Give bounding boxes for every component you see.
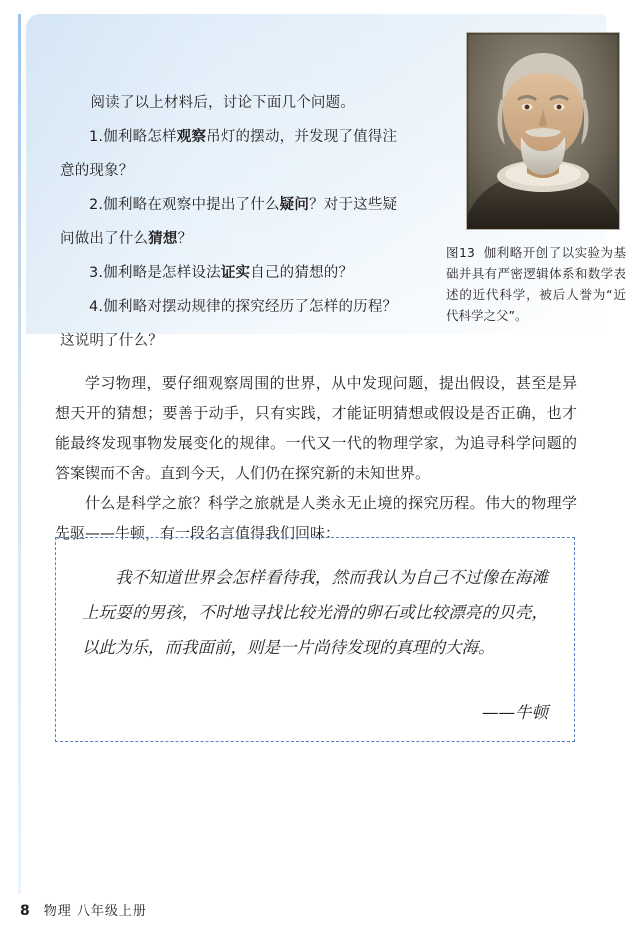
discussion-questions [60,86,410,358]
question-1-seg2: 吊灯的摆动，并发现了值得注 [206,129,398,145]
figure-label: 图13 [446,245,475,260]
question-4-number: 4. [89,299,104,315]
newton-quote-box [55,537,575,742]
question-3-number: 3. [89,265,104,281]
body-paragraph-2: 什么是科学之旅？科学之旅就是人类永无止境的探究历程。伟大的物理学先驱——牛顿，有一段名言值得我们回味： [55,494,577,542]
question-2-seg4: ？ [177,231,193,247]
question-1-number: 1. [89,129,104,145]
question-4-seg1: 伽利略对摆动规律的探究经历了怎样的历程？ [103,299,398,315]
newton-quote-paragraph: 我不知道世界会怎样看待我，然而我认为自己不过像在海滩上玩耍的男孩，不时地寻找比较光滑的卵石或比较漂亮的贝壳，以此为乐，而我面前，则是一片尚待发现的真理的大海。 [82,568,548,657]
question-2-bold-doubt: 疑问 [279,197,310,213]
galileo-portrait-image [466,32,620,230]
newton-quote-attribution: ——牛顿 [482,703,548,722]
page-footer [20,900,147,919]
question-1-cont: 意的现象？ [60,163,134,179]
figure-caption [446,242,626,326]
galileo-portrait-svg [467,33,619,229]
question-2-seg3: 问做出了什么 [60,231,149,247]
question-2-bold-guess: 猜想 [148,231,178,247]
question-3-seg1: 伽利略是怎样设法 [103,265,221,281]
body-paragraph-1: 学习物理，要仔细观察周围的世界，从中发现问题，提出假设，甚至是异想天开的猜想；要善于动手，只有实践，才能证明猜想或假设是否正确，也才能最终发现事物发展变化的规律。一代又一代的物理学家，为追寻科学问题的答案锲而不舍。直到今天，人们仍在探究新的未知世界。 [55,374,577,482]
question-2-seg2: ？对于这些疑 [309,197,398,213]
question-1 [60,120,410,154]
question-3 [60,256,410,290]
question-4-cont: 这说明了什么？ [60,333,163,349]
discussion-panel [26,14,626,349]
question-4 [60,290,410,324]
body-text [55,368,577,548]
question-2 [60,188,410,222]
left-decorative-rule [18,14,21,894]
question-3-bold-verify: 证实 [220,265,251,281]
question-2-seg1: 伽利略在观察中提出了什么 [103,197,280,213]
discussion-intro: 阅读了以上材料后，讨论下面几个问题。 [90,95,356,111]
newton-quote-text [82,560,548,665]
question-1-seg1: 伽利略怎样 [103,129,177,145]
figure-caption-text: 伽利略开创了以实验为基础并具有严密逻辑体系和数学表述的近代科学，被后人誉为“近代科学之父”。 [446,245,626,323]
question-1-bold-observe: 观察 [176,129,207,145]
question-2-number: 2. [89,197,104,213]
question-2-cont [60,222,410,256]
page-number: 8 [20,903,30,919]
book-title: 物理 八年级上册 [43,904,147,919]
question-3-seg2: 自己的猜想的？ [250,265,354,281]
